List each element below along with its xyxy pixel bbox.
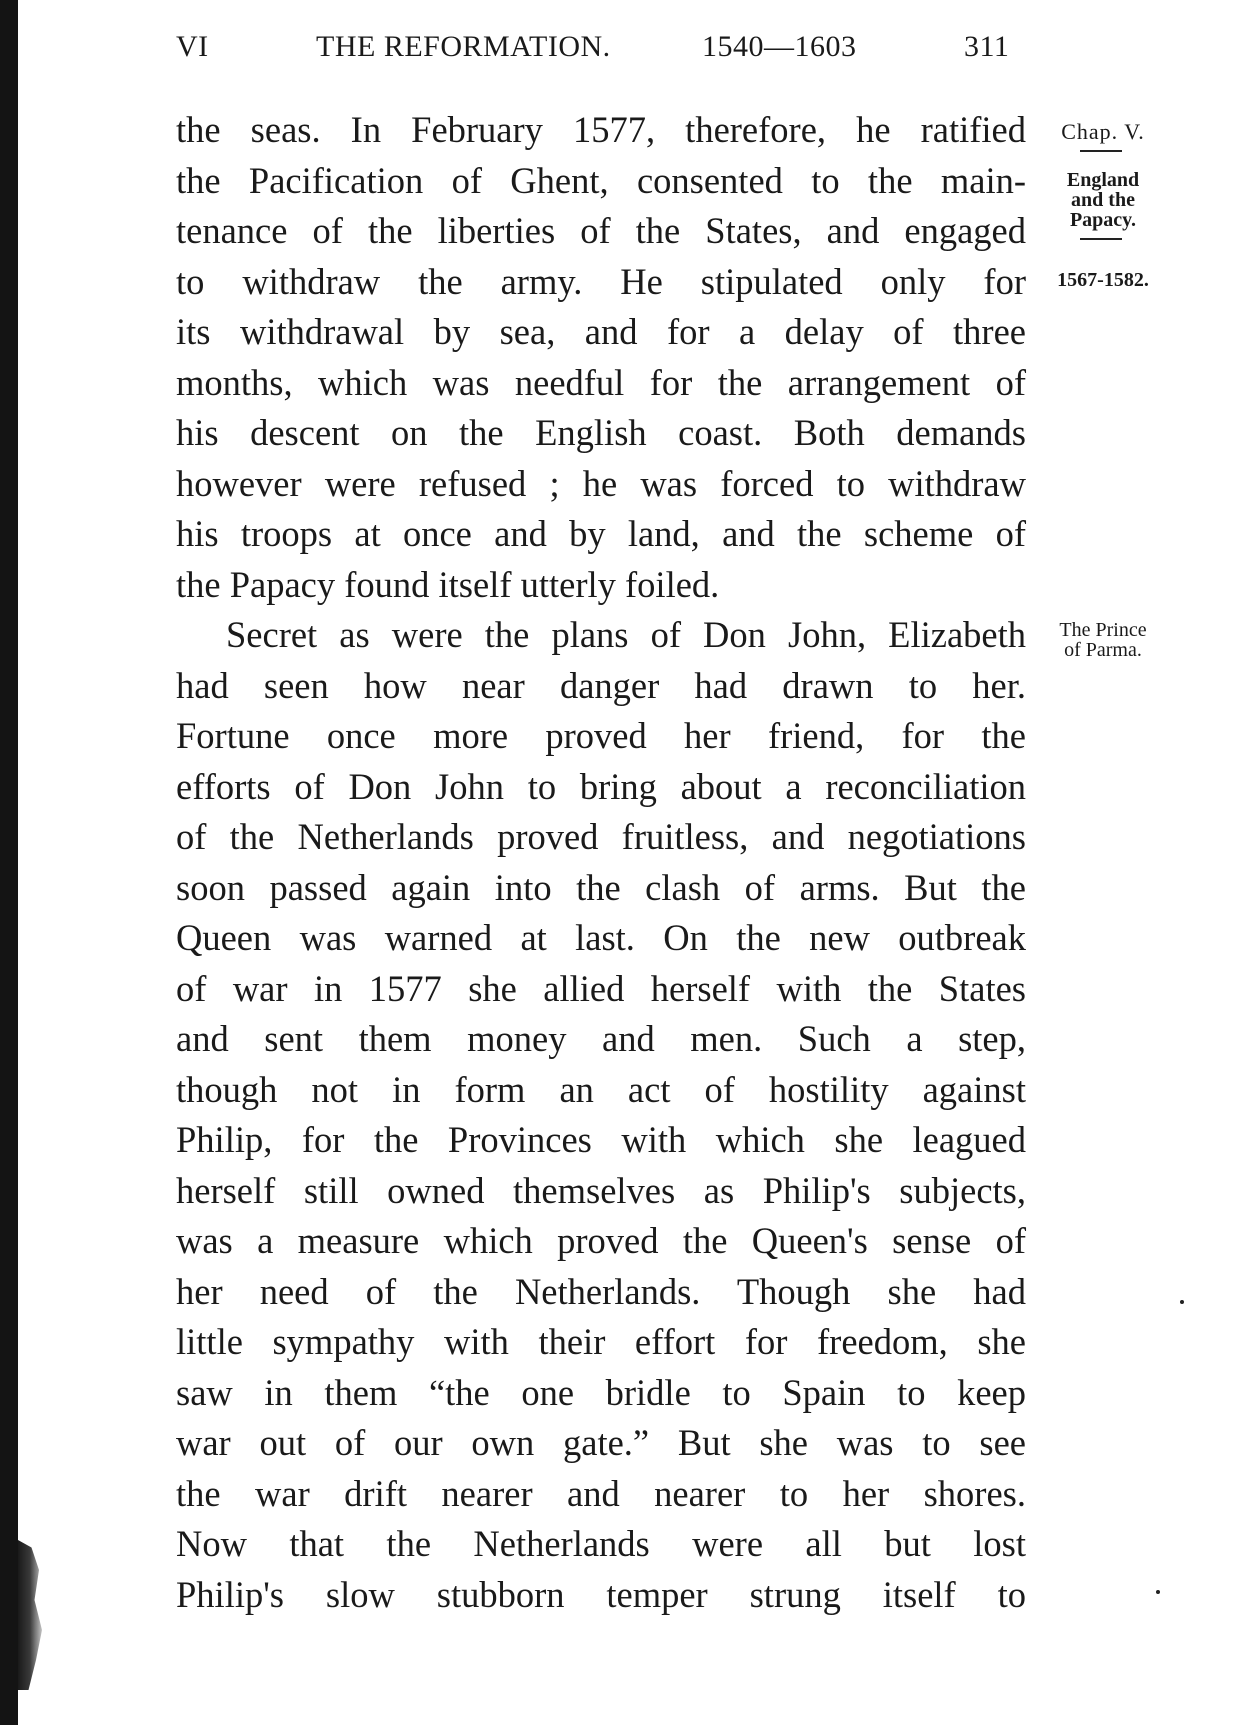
text-line: Queen was warned at last. On the new outbreak <box>176 917 1026 958</box>
margin-topic-line: and the <box>1071 189 1135 211</box>
margin-topic-line: Papacy. <box>1069 209 1137 231</box>
print-speck <box>1156 1590 1160 1594</box>
text-line: herself still owned themselves as Philip's subjects, <box>176 1169 1026 1211</box>
margin-prince-note <box>1028 620 1178 660</box>
text-line: Fortune once more proved her friend, for the <box>176 715 1026 756</box>
text-line: her need of the Netherlands. Though she had <box>176 1270 1026 1312</box>
margin-chapter-ref: Chap. V. <box>1061 119 1145 144</box>
text-line: months, which was needful for the arrangement of <box>176 361 1026 403</box>
margin-prince-line: of Parma. <box>1064 639 1142 661</box>
text-line: though not in form an act of hostility against <box>176 1068 1026 1110</box>
text-line: was a measure which proved the Queen's sense of <box>176 1220 1026 1261</box>
paragraph <box>176 610 1026 1620</box>
margin-prince-line: The Prince <box>1059 619 1147 641</box>
text-line: tenance of the liberties of the States, and engaged <box>176 210 1026 251</box>
margin-date-range: 1567-1582. <box>1057 269 1149 291</box>
page-number: 311 <box>964 30 1010 63</box>
text-line: to withdraw the army. He stipulated only for <box>176 260 1026 302</box>
print-speck <box>1180 1300 1184 1304</box>
text-line: his descent on the English coast. Both demands <box>176 412 1026 453</box>
text-line: had seen how near danger had drawn to her. <box>176 664 1026 706</box>
text-line: Philip, for the Provinces with which she leagued <box>176 1119 1026 1160</box>
text-line: little sympathy with their effort for freedom, she <box>176 1321 1026 1362</box>
text-line: Now that the Netherlands were all but lost <box>176 1523 1026 1564</box>
text-line: however were refused ; he was forced to withdraw <box>176 462 1026 504</box>
running-header <box>176 30 1022 70</box>
text-line: the Papacy found itself utterly foiled. <box>176 563 720 605</box>
text-line: the Pacification of Ghent, consented to the main- <box>176 159 1026 201</box>
binding-ink-bleed <box>18 1540 48 1690</box>
book-spine-shadow <box>0 0 18 1725</box>
text-line: soon passed again into the clash of arms. But the <box>176 866 1026 908</box>
text-line: the war drift nearer and nearer to her shores. <box>176 1472 1026 1514</box>
margin-topic-line: England <box>1066 169 1140 191</box>
paragraph <box>176 105 1026 610</box>
margin-rule <box>1080 238 1122 240</box>
text-line: Philip's slow stubborn temper strung itself to <box>176 1573 1026 1615</box>
body-text <box>176 105 1026 1620</box>
text-line: the seas. In February 1577, therefore, he ratified <box>176 109 1026 150</box>
text-line: war out of our own gate.” But she was to see <box>176 1422 1026 1463</box>
margin-topic <box>1028 170 1178 230</box>
margin-rule <box>1080 150 1122 152</box>
text-line: saw in them “the one bridle to Spain to keep <box>176 1371 1026 1413</box>
header-chapter: VI <box>176 30 209 63</box>
text-line: his troops at once and by land, and the scheme of <box>176 513 1026 554</box>
text-line: of the Netherlands proved fruitless, and negotiations <box>176 816 1026 857</box>
text-line: and sent them money and men. Such a step, <box>176 1018 1026 1059</box>
text-line: of war in 1577 she allied herself with the States <box>176 967 1026 1009</box>
text-line: Secret as were the plans of Don John, Elizabeth <box>226 614 1026 655</box>
header-title: THE REFORMATION. <box>316 30 611 63</box>
header-dates: 1540—1603 <box>702 30 857 63</box>
text-line: efforts of Don John to bring about a reconciliation <box>176 765 1026 807</box>
text-line: its withdrawal by sea, and for a delay of three <box>176 311 1026 352</box>
